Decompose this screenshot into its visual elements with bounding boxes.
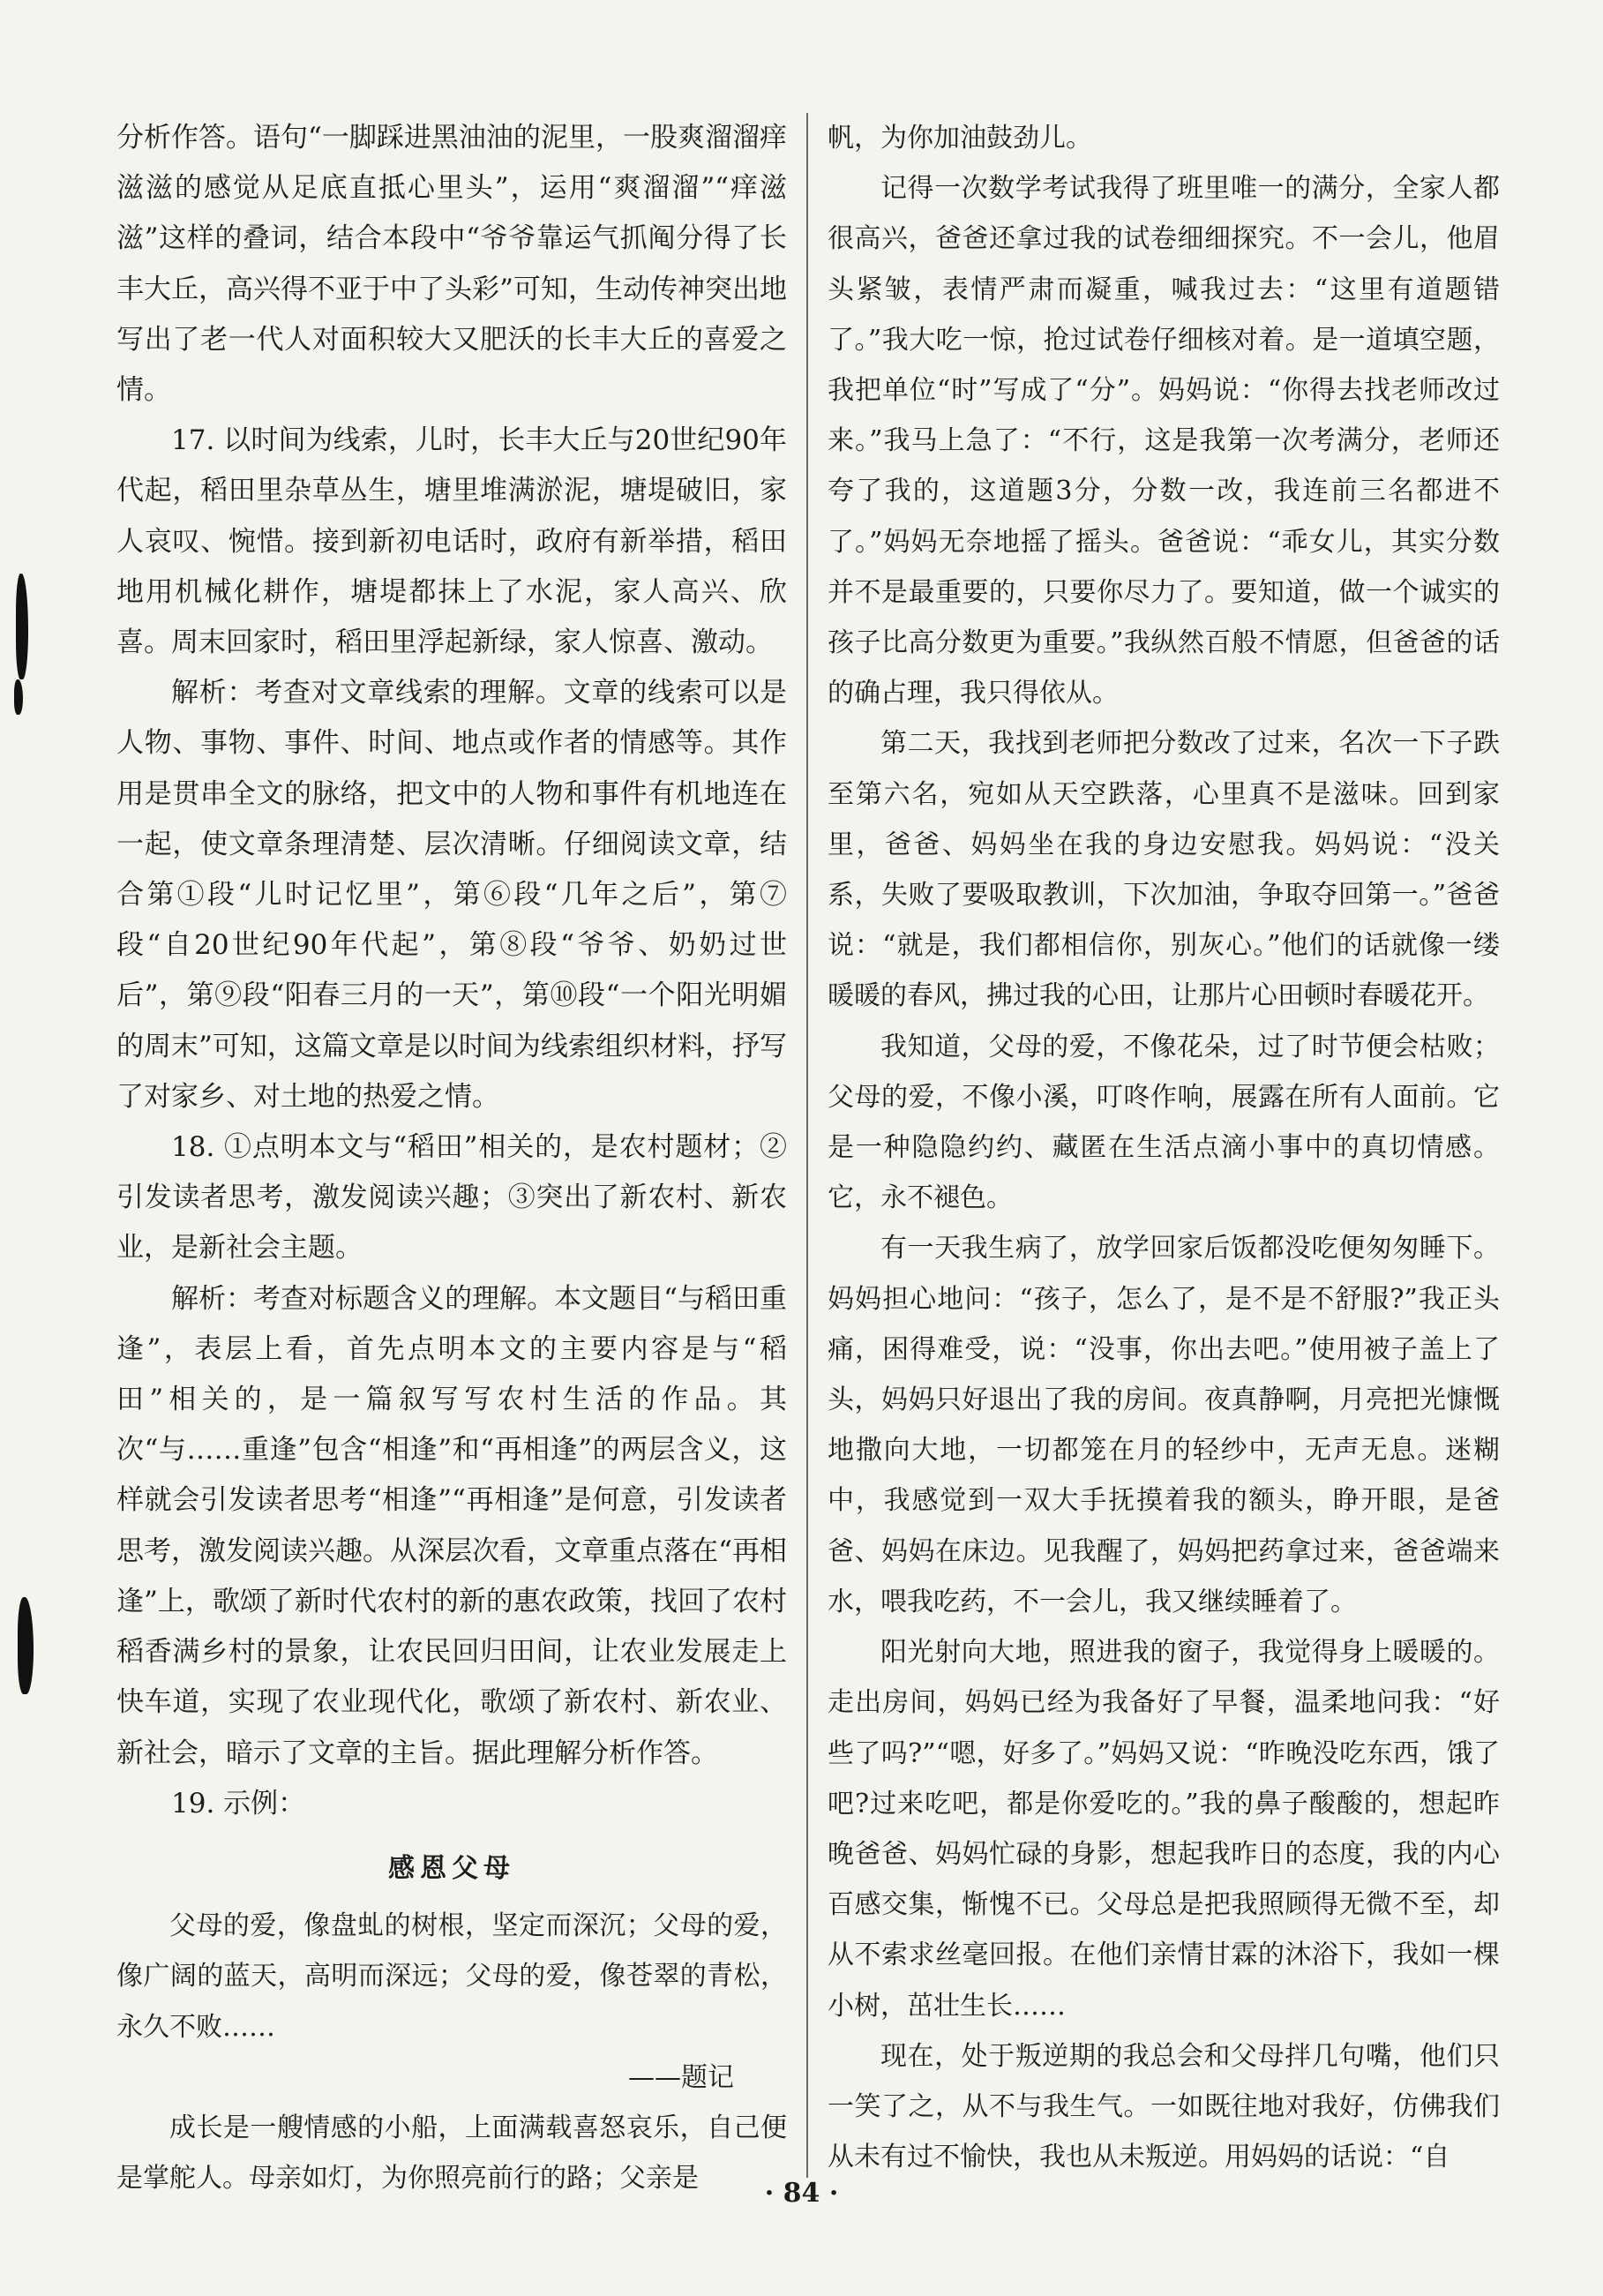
essay-paragraph: 阳光射向大地，照进我的窗子，我觉得身上暖暖的。走出房间，妈妈已经为我备好了早餐，温柔地问我：“好些了吗?”“嗯，好多了。”妈妈又说：“昨晚没吃东西，饿了吧?过来吃吧，都是你爱吃的。”我的鼻子酸酸的，想起昨晚爸爸、妈妈忙碌的身影，想起我昨日的态度，我的内心百感交集，惭愧不已。父母总是把我照顾得无微不至，却从不索求丝毫回报。在他们亲情甘霖的沐浴下，我如一棵小树，茁壮生长……: [828, 1637, 1500, 2022]
answer-17: 17. 以时间为线索，儿时，长丰大丘与20世纪90年代起，稻田里杂草丛生，塘里堆满淤泥，塘堤破旧，家人哀叹、惋惜。接到新初电话时，政府有新举措，稻田地用机械化耕作，塘堤都抹上了水泥，家人高兴、欣喜。周末回家时，稻田里浮起新绿，家人惊喜、激动。: [116, 424, 787, 659]
essay-title: 感恩父母: [388, 1852, 515, 1884]
sample-essay: [116, 1843, 787, 2203]
left-column: [116, 113, 787, 2203]
essay-paragraph: 有一天我生病了，放学回家后饭都没吃便匆匆睡下。妈妈担心地问：“孩子，怎么了，是不是不舒服?”我正头痛，困得难受，说：“没事，你出去吧。”使用被子盖上了头，妈妈只好退出了我的房间。夜真静啊，月亮把光慷慨地撒向大地，一切都笼在月的轻纱中，无声无息。迷糊中，我感觉到一双大手抚摸着我的额头，睁开眼，是爸爸、妈妈在床边。见我醒了，妈妈把药拿过来，爸爸端来水，喂我吃药，不一会儿，我又继续睡着了。: [828, 1233, 1500, 1617]
page-number: · 84 ·: [764, 2178, 839, 2209]
essay-paragraph: 成长是一艘情感的小船，上面满载喜怒哀乐，自己便是掌舵人。母亲如灯，为你照亮前行的路；父亲是: [116, 2112, 787, 2195]
essay-paragraph: 帆，为你加油鼓劲儿。: [828, 123, 1092, 154]
analysis-17: 解析：考查对文章线索的理解。文章的线索可以是人物、事物、事件、时间、地点或作者的情感等。其作用是贯串全文的脉络，把文中的人物和事件有机地连在一起，使文章条理清楚、层次清晰。仔细阅读文章，结合第①段“儿时记忆里”，第⑥段“几年之后”，第⑦段“自20世纪90年代起”，第⑧段“爷爷、奶奶过世后”，第⑨段“阳春三月的一天”，第⑩段“一个阳光明媚的周末”可知，这篇文章是以时间为线索组织材料，抒写了对家乡、对土地的热爱之情。: [116, 677, 787, 1113]
answer-19-label: 19. 示例：: [171, 1787, 306, 1820]
essay-paragraph: 现在，处于叛逆期的我总会和父母拌几句嘴，他们只一笑了之，从不与我生气。一如既往地对我好，仿佛我们从未有过不愉快，我也从未叛逆。用妈妈的话说：“自: [828, 2040, 1500, 2173]
answer-18: 18. ①点明本文与“稻田”相关的，是农村题材；②引发读者思考，激发阅读兴趣；③突出了新农村、新农业，是新社会主题。: [116, 1131, 787, 1264]
epigraph-signature: ——题记: [628, 2061, 734, 2093]
essay-paragraph: 记得一次数学考试我得了班里唯一的满分，全家人都很高兴，爸爸还拿过我的试卷细细探究。不一会儿，他眉头紧皱，表情严肃而凝重，喊我过去：“这里有道题错了。”我大吃一惊，抢过试卷仔细核对着。是一道填空题，我把单位“时”写成了“分”。妈妈说：“你得去找老师改过来。”我马上急了：“不行，这是我第一次考满分，老师还夸了我的，这道题3分，分数一改，我连前三名都进不了。”妈妈无奈地摇了摇头。爸爸说：“乖女儿，其实分数并不是最重要的，只要你尽力了。要知道，做一个诚实的孩子比高分数更为重要。”我纵然百般不情愿，但爸爸的话的确占理，我只得依从。: [828, 173, 1500, 709]
analysis-18: 解析：考查对标题含义的理解。本文题目“与稻田重逢”，表层上看，首先点明本文的主要内容是与“稻田”相关的，是一篇叙写写农村生活的作品。其次“与……重逢”包含“相逢”和“再相逢”的两层含义，这样就会引发读者思考“相逢”“再相逢”是何意，引发读者思考，激发阅读兴趣。从深层次看，文章重点落在“再相逢”上，歌颂了新时代农村的新的惠农政策，找回了农村稻香满乡村的景象，让农民回归田间，让农业发展走上快车道，实现了农业现代化，歌颂了新农村、新农业、新社会，暗示了文章的主旨。据此理解分析作答。: [116, 1282, 787, 1769]
essay-paragraph: 我知道，父母的爱，不像花朵，过了时节便会枯败；父母的爱，不像小溪，叮咚作响，展露在所有人面前。它是一种隐隐约约、藏匿在生活点滴小事中的真切情感。它，永不褪色。: [828, 1031, 1500, 1214]
ink-mark: [18, 1597, 34, 1694]
ink-mark: [14, 679, 23, 715]
right-column: [828, 113, 1500, 2182]
paragraph-continuation: 分析作答。语句“一脚踩进黑油油的泥里，一股爽溜溜痒滋滋的感觉从足底直抵心里头”，运用“爽溜溜”“痒滋滋”这样的叠词，结合本段中“爷爷靠运气抓阄分得了长丰大丘，高兴得不亚于中了头彩”可知，生动传神突出地写出了老一代人对面积较大又肥沃的长丰大丘的喜爱之情。: [116, 122, 787, 407]
essay-epigraph: 父母的爱，像盘虬的树根，坚定而深沉；父母的爱，像广阔的蓝天，高明而深远；父母的爱，像苍翠的青松，永久不败……: [116, 1910, 787, 2043]
essay-paragraph: 第二天，我找到老师把分数改了过来，名次一下子跌至第六名，宛如从天空跌落，心里真不是滋味。回到家里，爸爸、妈妈坐在我的身边安慰我。妈妈说：“没关系，失败了要吸取教训，下次加油，争取夺回第一。”爸爸说：“就是，我们都相信你，别灰心。”他们的话就像一缕暖暖的春风，拂过我的心田，让那片心田顿时春暖花开。: [828, 728, 1500, 1012]
ink-mark: [16, 574, 28, 679]
column-divider: [806, 113, 808, 2178]
